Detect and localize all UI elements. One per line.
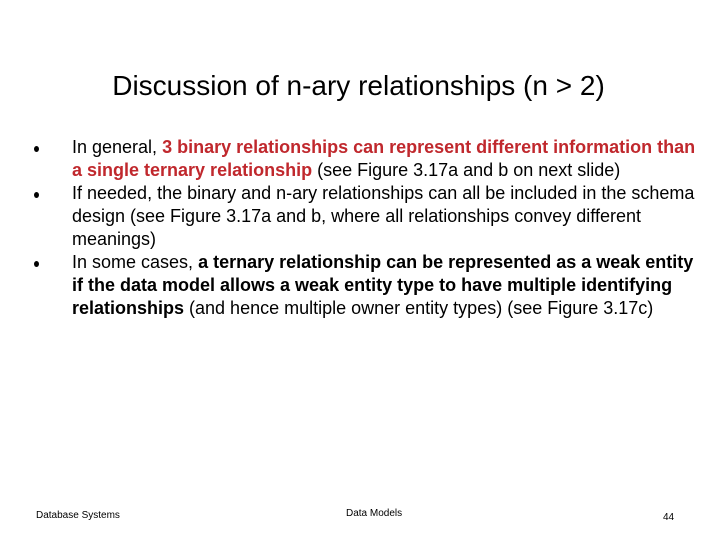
bullet-item xyxy=(28,182,698,251)
bullet-text-segment: If needed, the binary and n-ary relationships can all be included in the schema design (see Figure 3.17a and b, where all relationships convey different meanings) xyxy=(72,183,695,249)
page-number: 44 xyxy=(663,512,675,523)
bullet-dot-icon xyxy=(28,182,72,206)
footer-course-name: Database Systems xyxy=(36,510,120,521)
bullet-text-bold: a ternary relationship can be represented as a weak entity if the data model allows a weak entity type to have multiple identifying relationships xyxy=(72,252,694,318)
bullet-dot-icon xyxy=(28,251,72,275)
bullet-text-segment: (and hence multiple owner entity types) (see Figure 3.17c) xyxy=(184,298,654,318)
bullet-text-segment: (see Figure 3.17a and b on next slide) xyxy=(312,160,621,180)
bullet-text-segment: In general, xyxy=(72,137,163,157)
footer-chapter-name: Data Models xyxy=(346,508,403,519)
bullet-list xyxy=(28,136,698,320)
bullet-text-segment: In some cases, xyxy=(72,252,199,272)
bullet-text xyxy=(72,136,698,182)
bullet-item xyxy=(28,136,698,182)
bullet-text xyxy=(72,251,698,320)
slide-title: Discussion of n-ary relationships (n > 2) xyxy=(112,70,605,101)
bullet-item xyxy=(28,251,698,320)
bullet-text-emphasis: 3 binary relationships can represent different information than a single ternary relationship xyxy=(72,137,696,180)
bullet-dot-icon xyxy=(28,136,72,160)
bullet-text xyxy=(72,182,698,251)
